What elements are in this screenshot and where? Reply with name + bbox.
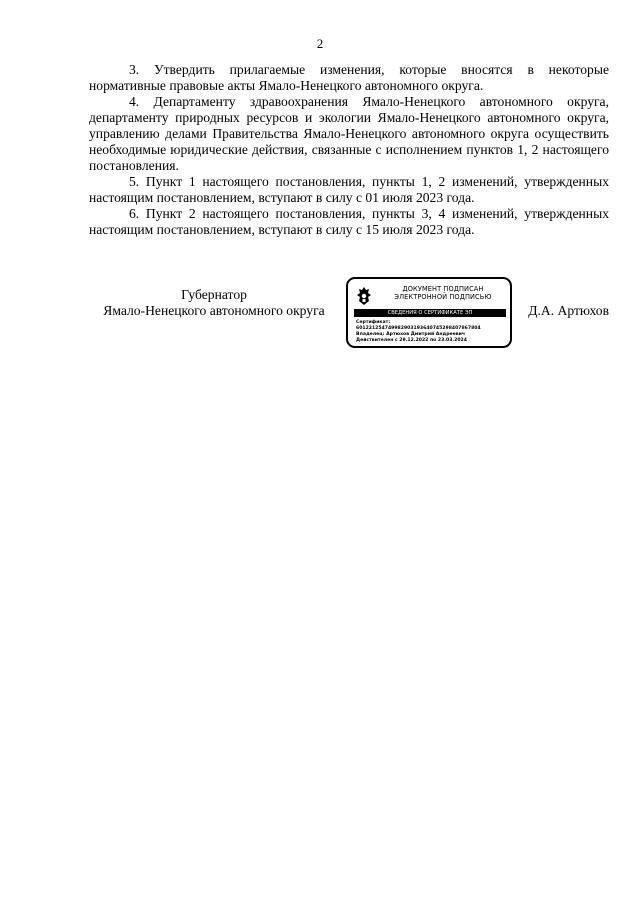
signatory-position (89, 287, 339, 319)
certificate-validity: Действителен с 29.12.2022 по 23.03.2024 (356, 338, 467, 343)
stamp-title-line2: ЭЛЕКТРОННОЙ ПОДПИСЬЮ (394, 293, 492, 301)
certificate-number: 601221254749982903193640745298407867804 (356, 326, 481, 331)
page-number: 2 (316, 36, 324, 51)
certificate-label: Сертификат: (356, 320, 391, 325)
paragraph-6: 6. Пункт 2 настоящего постановления, пункты 3, 4 изменений, утвержденных настоящим постановлением, вступают в силу с 15 июля 2023 года. (89, 206, 609, 237)
stamp-certificate-bar: СВЕДЕНИЯ О СЕРТИФИКАТЕ ЭП (354, 309, 506, 317)
paragraph-5: 5. Пункт 1 настоящего постановления, пункты 1, 2 изменений, утвержденных настоящим постановлением, вступают в силу с 01 июля 2023 года. (89, 174, 609, 205)
position-region: Ямало-Ненецкого автономного округа (103, 303, 325, 318)
document-body (89, 62, 609, 238)
coat-of-arms-icon (356, 286, 372, 306)
paragraph-3: 3. Утвердить прилагаемые изменения, которые вносятся в некоторые нормативные правовые акты Ямало-Ненецкого автономного округа. (89, 62, 609, 93)
signatory-name: Д.А. Артюхов (528, 303, 609, 318)
position-title: Губернатор (181, 287, 247, 302)
stamp-certificate-info (356, 320, 508, 344)
stamp-title-line1: ДОКУМЕНТ ПОДПИСАН (402, 285, 484, 293)
paragraph-4: 4. Департаменту здравоохранения Ямало-Ненецкого автономного округа, департаменту природных ресурсов и экологии Ямало-Ненецкого автономного округа, управлению делами Правительства Ямало-Ненецкого автономного округа осуществить необходимые юридические действия, связанные с исполнением пунктов 1, 2 настоящего постановления. (89, 94, 609, 173)
stamp-title (378, 285, 508, 301)
certificate-owner: Владелец: Артюхов Дмитрий Андреевич (356, 332, 466, 337)
electronic-signature-stamp (346, 277, 512, 348)
